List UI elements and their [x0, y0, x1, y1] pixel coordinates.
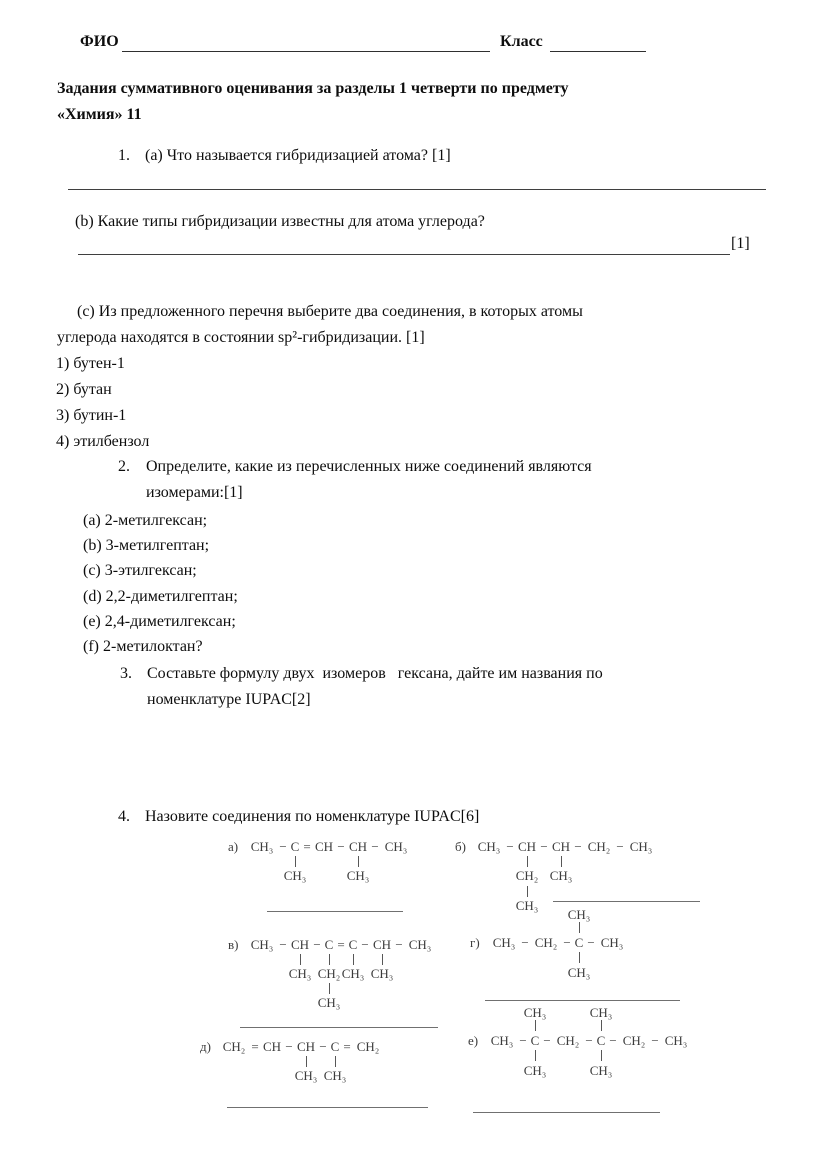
q1c-text-line2: углерода находятся в состоянии sp²-гибридизации. [1]	[57, 329, 425, 346]
chain-token: −	[540, 839, 548, 854]
q4-text: Назовите соединения по номенклатуре IUPAC[6]	[145, 808, 480, 825]
chain-token: −	[313, 937, 321, 952]
q2-option-c: (c) 3-этилгексан;	[83, 562, 197, 579]
substituent: CH₃	[515, 898, 539, 913]
vertical-bond	[295, 856, 296, 867]
chain-token: =	[251, 1039, 259, 1054]
chain-token: CH₂	[534, 935, 558, 950]
chain-token: −	[319, 1039, 327, 1054]
chain-token: CH	[296, 1039, 316, 1054]
structure-g	[470, 908, 640, 983]
structure-v-label: в)	[228, 937, 239, 952]
q1b-text: (b) Какие типы гибридизации известны для атома углерода?	[75, 213, 485, 230]
structure-g-answer-line[interactable]	[485, 1000, 680, 1001]
chain-token: =	[337, 937, 345, 952]
chain-token: C	[330, 1039, 340, 1054]
q2-text-line2: изомерами:[1]	[146, 484, 243, 501]
structure-b	[455, 840, 665, 915]
q1c-option-1: 1) бутен-1	[56, 355, 125, 372]
q1b-mark: [1]	[731, 235, 750, 252]
q1c-option-2: 2) бутан	[56, 381, 112, 398]
chain-token: C	[348, 937, 358, 952]
chain-token: −	[651, 1033, 659, 1048]
chain-token: CH₃	[600, 935, 624, 950]
chain-token: CH₂	[622, 1033, 646, 1048]
vertical-bond	[535, 1020, 536, 1031]
structure-a	[228, 840, 418, 885]
substituent: CH₃	[523, 1005, 547, 1020]
vertical-bond	[306, 1056, 307, 1067]
structure-e-answer-line[interactable]	[473, 1112, 660, 1113]
chain-token: C	[530, 1033, 540, 1048]
substituent: CH₃	[317, 995, 341, 1010]
substituent: CH₃	[589, 1063, 613, 1078]
vertical-bond	[353, 954, 354, 965]
structure-v-answer-line[interactable]	[240, 1027, 438, 1028]
substituent: CH₃	[589, 1005, 613, 1020]
chain-token: CH₃	[664, 1033, 688, 1048]
vertical-bond	[358, 856, 359, 867]
chain-token: CH	[372, 937, 392, 952]
structure-d-label: д)	[200, 1039, 211, 1054]
structure-b-answer-line[interactable]	[553, 901, 700, 902]
chain-token: −	[563, 935, 571, 950]
vertical-bond	[601, 1050, 602, 1061]
chain-token: CH₃	[250, 937, 274, 952]
chain-token: −	[585, 1033, 593, 1048]
q1a-answer-line[interactable]	[68, 189, 766, 190]
structure-a-chain	[228, 840, 410, 853]
chain-token: CH	[517, 839, 537, 854]
chain-token: CH	[348, 839, 368, 854]
q1-number: 1.	[118, 147, 130, 164]
chain-token: C	[324, 937, 334, 952]
q3-text-line1: Составьте формулу двух изомеров гексана, дайте им названия по	[147, 665, 603, 682]
vertical-bond	[382, 954, 383, 965]
q2-option-a: (a) 2-метилгексан;	[83, 512, 208, 529]
vertical-bond	[335, 1056, 336, 1067]
chain-token: −	[395, 937, 403, 952]
structure-e-label: е)	[468, 1033, 479, 1048]
substituent: CH₃	[567, 907, 591, 922]
chain-token: −	[543, 1033, 551, 1048]
chain-token: −	[371, 839, 379, 854]
chain-token: −	[285, 1039, 293, 1054]
vertical-bond	[329, 983, 330, 994]
chain-token: CH₂	[356, 1039, 380, 1054]
substituent: CH₃	[323, 1068, 347, 1083]
page-title-line1: Задания суммативного оценивания за разделы 1 четверти по предмету	[57, 80, 569, 97]
structure-a-answer-line[interactable]	[267, 911, 403, 912]
chain-token: C	[596, 1033, 606, 1048]
substituent: CH₃	[283, 868, 307, 883]
chain-token: −	[279, 937, 287, 952]
substituent: CH₃	[346, 868, 370, 883]
structure-b-label: б)	[455, 839, 466, 854]
substituent: CH₃	[294, 1068, 318, 1083]
substituent: CH₂	[515, 868, 539, 883]
chain-token: −	[616, 839, 624, 854]
chain-token: CH	[551, 839, 571, 854]
q2-option-e: (e) 2,4-диметилгексан;	[83, 613, 236, 630]
chain-token: −	[574, 839, 582, 854]
chain-token: C	[290, 839, 300, 854]
substituent: CH₂	[317, 966, 341, 981]
vertical-bond	[300, 954, 301, 965]
substituent: CH₃	[523, 1063, 547, 1078]
vertical-bond	[527, 886, 528, 897]
q2-text-line1: Определите, какие из перечисленных ниже соединений являются	[146, 458, 592, 475]
substituent: CH₃	[567, 965, 591, 980]
vertical-bond	[535, 1050, 536, 1061]
substituent: CH₃	[370, 966, 394, 981]
q3-text-line2: номенклатуре IUPAC[2]	[147, 691, 311, 708]
chain-token: CH₃	[477, 839, 501, 854]
vertical-bond	[579, 952, 580, 963]
chain-token: CH	[290, 937, 310, 952]
chain-token: −	[587, 935, 595, 950]
page-title-line2: «Химия» 11	[57, 106, 142, 123]
chain-token: −	[337, 839, 345, 854]
chain-token: =	[343, 1039, 351, 1054]
chain-token: CH	[314, 839, 334, 854]
vertical-bond	[527, 856, 528, 867]
chain-token: −	[519, 1033, 527, 1048]
q1a-text: (a) Что называется гибридизацией атома? [1]	[145, 147, 451, 164]
chain-token: CH₃	[492, 935, 516, 950]
structure-e	[468, 1006, 698, 1081]
chain-token: CH₂	[222, 1039, 246, 1054]
class-label: Класс	[500, 33, 543, 50]
structure-g-chain	[470, 936, 626, 949]
chain-token: CH₂	[587, 839, 611, 854]
structure-g-label: г)	[470, 935, 480, 950]
q4-number: 4.	[118, 808, 130, 825]
chain-token: CH₃	[384, 839, 408, 854]
q1b-answer-line[interactable]	[78, 254, 730, 255]
chain-token: CH₃	[490, 1033, 514, 1048]
structure-d-answer-line[interactable]	[227, 1107, 428, 1108]
substituent: CH₃	[549, 868, 573, 883]
q1c-text-line1: (c) Из предложенного перечня выберите два соединения, в которых атомы	[77, 303, 583, 320]
q1c-option-3: 3) бутин-1	[56, 407, 127, 424]
q2-number: 2.	[118, 458, 130, 475]
class-blank-line[interactable]	[550, 51, 646, 52]
vertical-bond	[601, 1020, 602, 1031]
chain-token: =	[303, 839, 311, 854]
chain-token: CH	[262, 1039, 282, 1054]
q3-number: 3.	[120, 665, 132, 682]
q2-option-f: (f) 2-метилоктан?	[83, 638, 203, 655]
substituent: CH₃	[341, 966, 365, 981]
chain-token: CH₃	[250, 839, 274, 854]
chain-token: C	[574, 935, 584, 950]
substituent: CH₃	[288, 966, 312, 981]
structure-a-label: а)	[228, 839, 239, 854]
q1c-option-4: 4) этилбензол	[56, 433, 150, 450]
structure-d-chain	[200, 1040, 382, 1053]
chain-token: −	[506, 839, 514, 854]
chain-token: CH₃	[629, 839, 653, 854]
structure-b-chain	[455, 840, 655, 853]
fio-label: ФИО	[80, 33, 119, 50]
fio-blank-line[interactable]	[122, 51, 490, 52]
vertical-bond	[561, 856, 562, 867]
vertical-bond	[329, 954, 330, 965]
structure-d	[200, 1040, 390, 1085]
structure-e-chain	[468, 1034, 690, 1047]
chain-token: −	[521, 935, 529, 950]
chain-token: CH₂	[556, 1033, 580, 1048]
structure-v	[228, 938, 443, 1013]
chain-token: CH₃	[408, 937, 432, 952]
chain-token: −	[609, 1033, 617, 1048]
structure-v-chain	[228, 938, 434, 951]
q2-option-d: (d) 2,2-диметилгептан;	[83, 588, 238, 605]
chain-token: −	[361, 937, 369, 952]
vertical-bond	[579, 922, 580, 933]
q2-option-b: (b) 3-метилгептан;	[83, 537, 210, 554]
chain-token: −	[279, 839, 287, 854]
